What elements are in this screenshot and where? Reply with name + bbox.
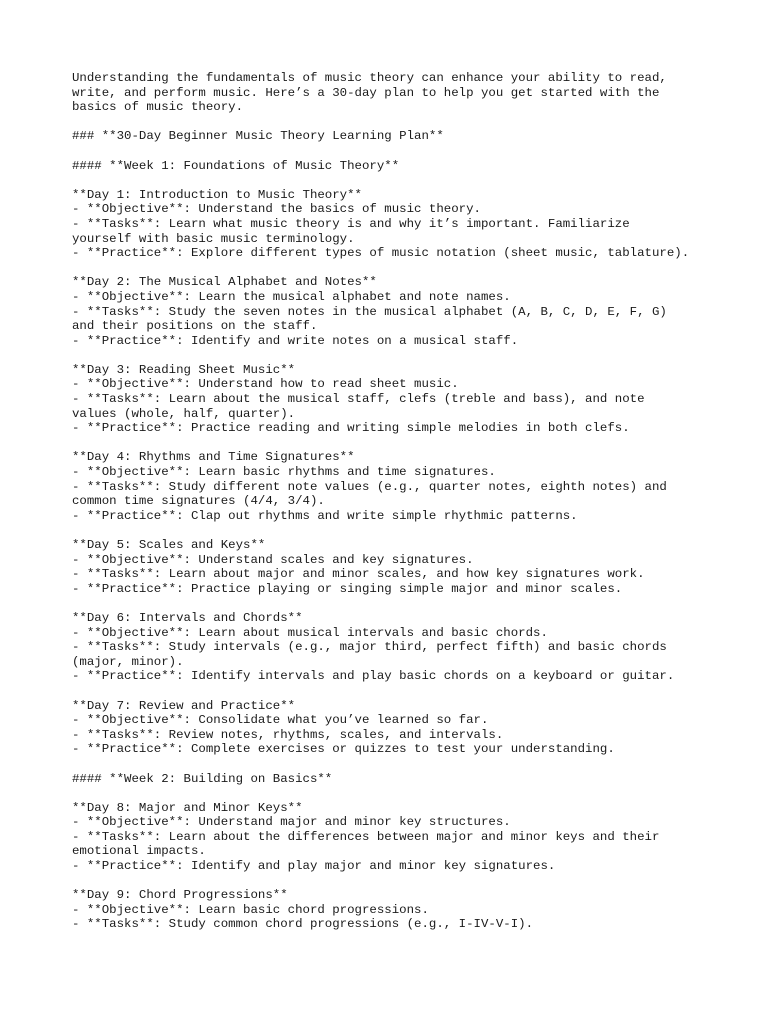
day-7-tasks: - **Tasks**: Review notes, rhythms, scales, and intervals. bbox=[72, 727, 504, 742]
day-2-objective: - **Objective**: Learn the musical alphabet and note names. bbox=[72, 289, 511, 304]
day-3-practice: - **Practice**: Practice reading and writing simple melodies in both clefs. bbox=[72, 421, 630, 436]
day-2-tasks: - **Tasks**: Study the seven notes in the musical alphabet (A, B, C, D, E, F, G) bbox=[72, 304, 667, 319]
day-4-tasks: - **Tasks**: Study different note values (e.g., quarter notes, eighth notes) and bbox=[72, 479, 667, 494]
blank-line bbox=[72, 348, 712, 363]
day-6-heading: **Day 6: Intervals and Chords** bbox=[72, 610, 303, 625]
day-5-heading: **Day 5: Scales and Keys** bbox=[72, 538, 266, 552]
day-2-tasks-cont: and their positions on the staff. bbox=[72, 319, 318, 334]
blank-line bbox=[72, 523, 712, 538]
day-8-tasks-cont: emotional impacts. bbox=[72, 844, 206, 859]
day-1-tasks-cont: yourself with basic music terminology. bbox=[72, 231, 355, 246]
blank-line bbox=[72, 261, 712, 276]
day-5-practice: - **Practice**: Practice playing or singing simple major and minor scales. bbox=[72, 581, 623, 596]
day-8-heading: **Day 8: Major and Minor Keys** bbox=[72, 800, 303, 815]
day-3-tasks: - **Tasks**: Learn about the musical staff, clefs (treble and bass), and note bbox=[72, 392, 645, 407]
blank-line bbox=[72, 173, 712, 188]
day-7-practice: - **Practice**: Complete exercises or quizzes to test your understanding. bbox=[72, 742, 615, 757]
day-9-tasks: - **Tasks**: Study common chord progressions (e.g., I-IV-V-I). bbox=[72, 917, 534, 932]
day-1-practice: - **Practice**: Explore different types of music notation (sheet music, tablature). bbox=[72, 246, 690, 261]
day-1-objective: - **Objective**: Understand the basics of music theory. bbox=[72, 202, 481, 217]
day-3-heading: **Day 3: Reading Sheet Music** bbox=[72, 362, 296, 377]
day-5-objective: - **Objective**: Understand scales and key signatures. bbox=[72, 552, 474, 567]
day-3-objective: - **Objective**: Understand how to read sheet music. bbox=[72, 377, 459, 392]
day-1-tasks: - **Tasks**: Learn what music theory is and why it’s important. Familiarize bbox=[72, 216, 630, 231]
blank-line bbox=[72, 684, 712, 699]
day-5-tasks: - **Tasks**: Learn about major and minor scales, and how key signatures work. bbox=[72, 567, 645, 582]
blank-line bbox=[72, 436, 712, 451]
day-6-practice: - **Practice**: Identify intervals and play basic chords on a keyboard or guitar. bbox=[72, 669, 675, 684]
week-1-heading: #### **Week 1: Foundations of Music Theory** bbox=[72, 158, 400, 173]
day-9-heading: **Day 9: Chord Progressions** bbox=[72, 888, 288, 903]
day-1-heading: **Day 1: Introduction to Music Theory** bbox=[72, 187, 362, 202]
intro-line-3: basics of music theory. bbox=[72, 100, 244, 115]
day-8-objective: - **Objective**: Understand major and minor key structures. bbox=[72, 815, 511, 830]
plan-heading: ### **30-Day Beginner Music Theory Learning Plan** bbox=[72, 129, 444, 144]
day-3-tasks-cont: values (whole, half, quarter). bbox=[72, 406, 296, 421]
day-4-practice: - **Practice**: Clap out rhythms and write simple rhythmic patterns. bbox=[72, 508, 578, 523]
day-4-objective: - **Objective**: Learn basic rhythms and time signatures. bbox=[72, 465, 496, 480]
day-8-practice: - **Practice**: Identify and play major and minor key signatures. bbox=[72, 859, 556, 874]
intro-line-1: Understanding the fundamentals of music theory can enhance your ability to read, bbox=[72, 71, 667, 85]
document-page bbox=[72, 71, 712, 932]
day-6-tasks: - **Tasks**: Study intervals (e.g., major third, perfect fifth) and basic chords bbox=[72, 640, 667, 655]
day-4-heading: **Day 4: Rhythms and Time Signatures** bbox=[72, 450, 355, 465]
day-8-tasks: - **Tasks**: Learn about the differences between major and minor keys and their bbox=[72, 829, 660, 844]
blank-line bbox=[72, 115, 712, 130]
day-6-tasks-cont: (major, minor). bbox=[72, 654, 184, 669]
day-4-tasks-cont: common time signatures (4/4, 3/4). bbox=[72, 494, 325, 509]
blank-line bbox=[72, 786, 712, 801]
day-7-heading: **Day 7: Review and Practice** bbox=[72, 698, 296, 713]
week-2-heading: #### **Week 2: Building on Basics** bbox=[72, 771, 333, 786]
blank-line bbox=[72, 144, 712, 159]
day-9-objective: - **Objective**: Learn basic chord progressions. bbox=[72, 902, 429, 917]
intro-line-2: write, and perform music. Here’s a 30-day plan to help you get started with the bbox=[72, 85, 660, 100]
blank-line bbox=[72, 874, 712, 889]
blank-line bbox=[72, 596, 712, 611]
day-7-objective: - **Objective**: Consolidate what you’ve learned so far. bbox=[72, 713, 489, 728]
blank-line bbox=[72, 757, 712, 772]
day-2-heading: **Day 2: The Musical Alphabet and Notes** bbox=[72, 275, 377, 290]
day-2-practice: - **Practice**: Identify and write notes on a musical staff. bbox=[72, 333, 519, 348]
day-6-objective: - **Objective**: Learn about musical intervals and basic chords. bbox=[72, 625, 548, 640]
